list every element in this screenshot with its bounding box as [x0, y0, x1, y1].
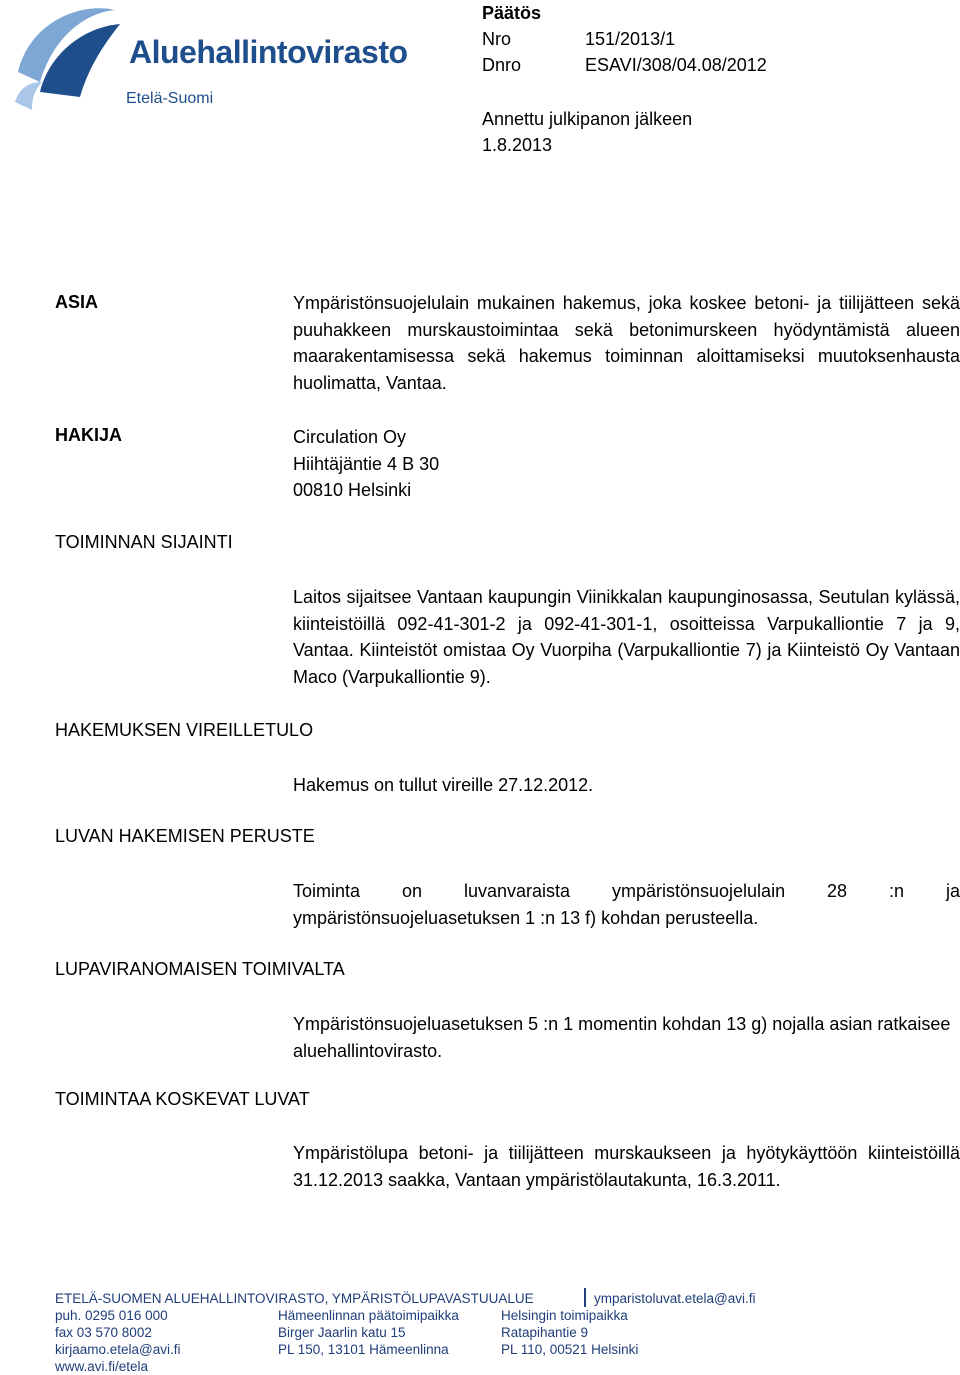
- decision-title: Päätös: [482, 3, 542, 23]
- footer-helsinki-column: [501, 1307, 638, 1358]
- footer-hameenlinna-street: Birger Jaarlin katu 15: [278, 1325, 406, 1340]
- section-text-asia: Ympäristönsuojelulain mukainen hakemus, joka koskee betoni- ja tiilijätteen sekä puuhakkeen murskaustoimintaa sekä betonimurskeen hyödyntämistä alueen maarakentamisessa sekä hakemus toiminnan aloittamiseksi muutoksenhausta huolimatta, Vantaa.: [293, 293, 960, 393]
- section-text-luvat: Ympäristölupa betoni- ja tiilijätteen murskaukseen ja hyötykäyttöön kiinteistöillä 31.12.2013 saakka, Vantaan ympäristölautakunta, 16.3.2011.: [293, 1143, 960, 1190]
- dnro-label: Dnro: [482, 55, 522, 75]
- section-text-peruste: Toiminta on luvanvaraista ympäristönsuojelulain 28 :n ja ympäristönsuojeluasetuksen 1 :n 13 f) kohdan perusteella.: [293, 881, 960, 928]
- nro-label: Nro: [482, 29, 512, 49]
- logo-swoosh-icon: [10, 2, 125, 114]
- footer-registry-email: kirjaamo.etela@avi.fi: [55, 1342, 181, 1357]
- issued-date: 1.8.2013: [482, 135, 553, 155]
- section-text-sijainti: Laitos sijaitsee Vantaan kaupungin Viinikkalan kaupunginosassa, Seutulan kylässä, kiinteistöillä 092-41-301-2 ja 092-41-301-1, osoitteissa Varpukalliontie 7 ja 9, Vantaa. Kiinteistöt omistaa Oy Vuorpiha (Varpukalliontie 7) ja Kiinteistö Oy Vantaan Maco (Varpukalliontie 9).: [293, 587, 960, 687]
- section-text-vireilletulo: Hakemus on tullut vireille 27.12.2012.: [293, 775, 594, 795]
- dnro-value: ESAVI/308/04.08/2012: [585, 55, 767, 75]
- section-label-toimivalta: LUPAVIRANOMAISEN TOIMIVALTA: [55, 959, 345, 979]
- agency-logo: [10, 2, 408, 114]
- section-text-toimivalta: Ympäristönsuojeluasetuksen 5 :n 1 momentin kohdan 13 g) nojalla asian ratkaisee aluehallintovirasto.: [293, 1014, 951, 1061]
- section-label-hakija: HAKIJA: [55, 425, 123, 445]
- footer-contact-column: [55, 1307, 181, 1375]
- section-label-luvat: TOIMINTAA KOSKEVAT LUVAT: [55, 1089, 310, 1109]
- nro-value: 151/2013/1: [585, 29, 676, 49]
- section-label-peruste: LUVAN HAKEMISEN PERUSTE: [55, 826, 315, 846]
- logo-wordmark: Aluehallintovirasto: [129, 34, 408, 70]
- footer-helsinki-street: Ratapihantie 9: [501, 1325, 589, 1340]
- issued-line-1: Annettu julkipanon jälkeen: [482, 109, 693, 129]
- section-label-vireilletulo: HAKEMUKSEN VIREILLETULO: [55, 720, 314, 740]
- footer-hameenlinna-column: [278, 1307, 459, 1358]
- applicant-name: Circulation Oy: [293, 427, 407, 447]
- footer-divider: [584, 1288, 586, 1307]
- footer-helsinki-title: Helsingin toimipaikka: [501, 1308, 628, 1323]
- applicant-postal: 00810 Helsinki: [293, 480, 412, 500]
- decision-header: [482, 0, 541, 26]
- applicant-street: Hiihtäjäntie 4 B 30: [293, 453, 440, 474]
- section-label-asia: ASIA: [55, 292, 99, 312]
- footer-agency: ETELÄ-SUOMEN ALUEHALLINTOVIRASTO, YMPÄRISTÖLUPAVASTUUALUE: [55, 1291, 534, 1306]
- footer-helsinki-postal: PL 110, 00521 Helsinki: [501, 1342, 639, 1357]
- section-label-sijainti: TOIMINNAN SIJAINTI: [55, 532, 233, 552]
- logo-region: Etelä-Suomi: [126, 90, 214, 107]
- footer-hameenlinna-postal: PL 150, 13101 Hämeenlinna: [278, 1342, 449, 1357]
- footer-hameenlinna-title: Hämeenlinnan päätoimipaikka: [278, 1308, 459, 1323]
- footer-website: www.avi.fi/etela: [55, 1359, 149, 1374]
- applicant-address: [293, 424, 960, 504]
- footer-phone: puh. 0295 016 000: [55, 1308, 168, 1323]
- footer-email: ymparistoluvat.etela@avi.fi: [594, 1291, 756, 1306]
- footer-fax: fax 03 570 8002: [55, 1325, 152, 1340]
